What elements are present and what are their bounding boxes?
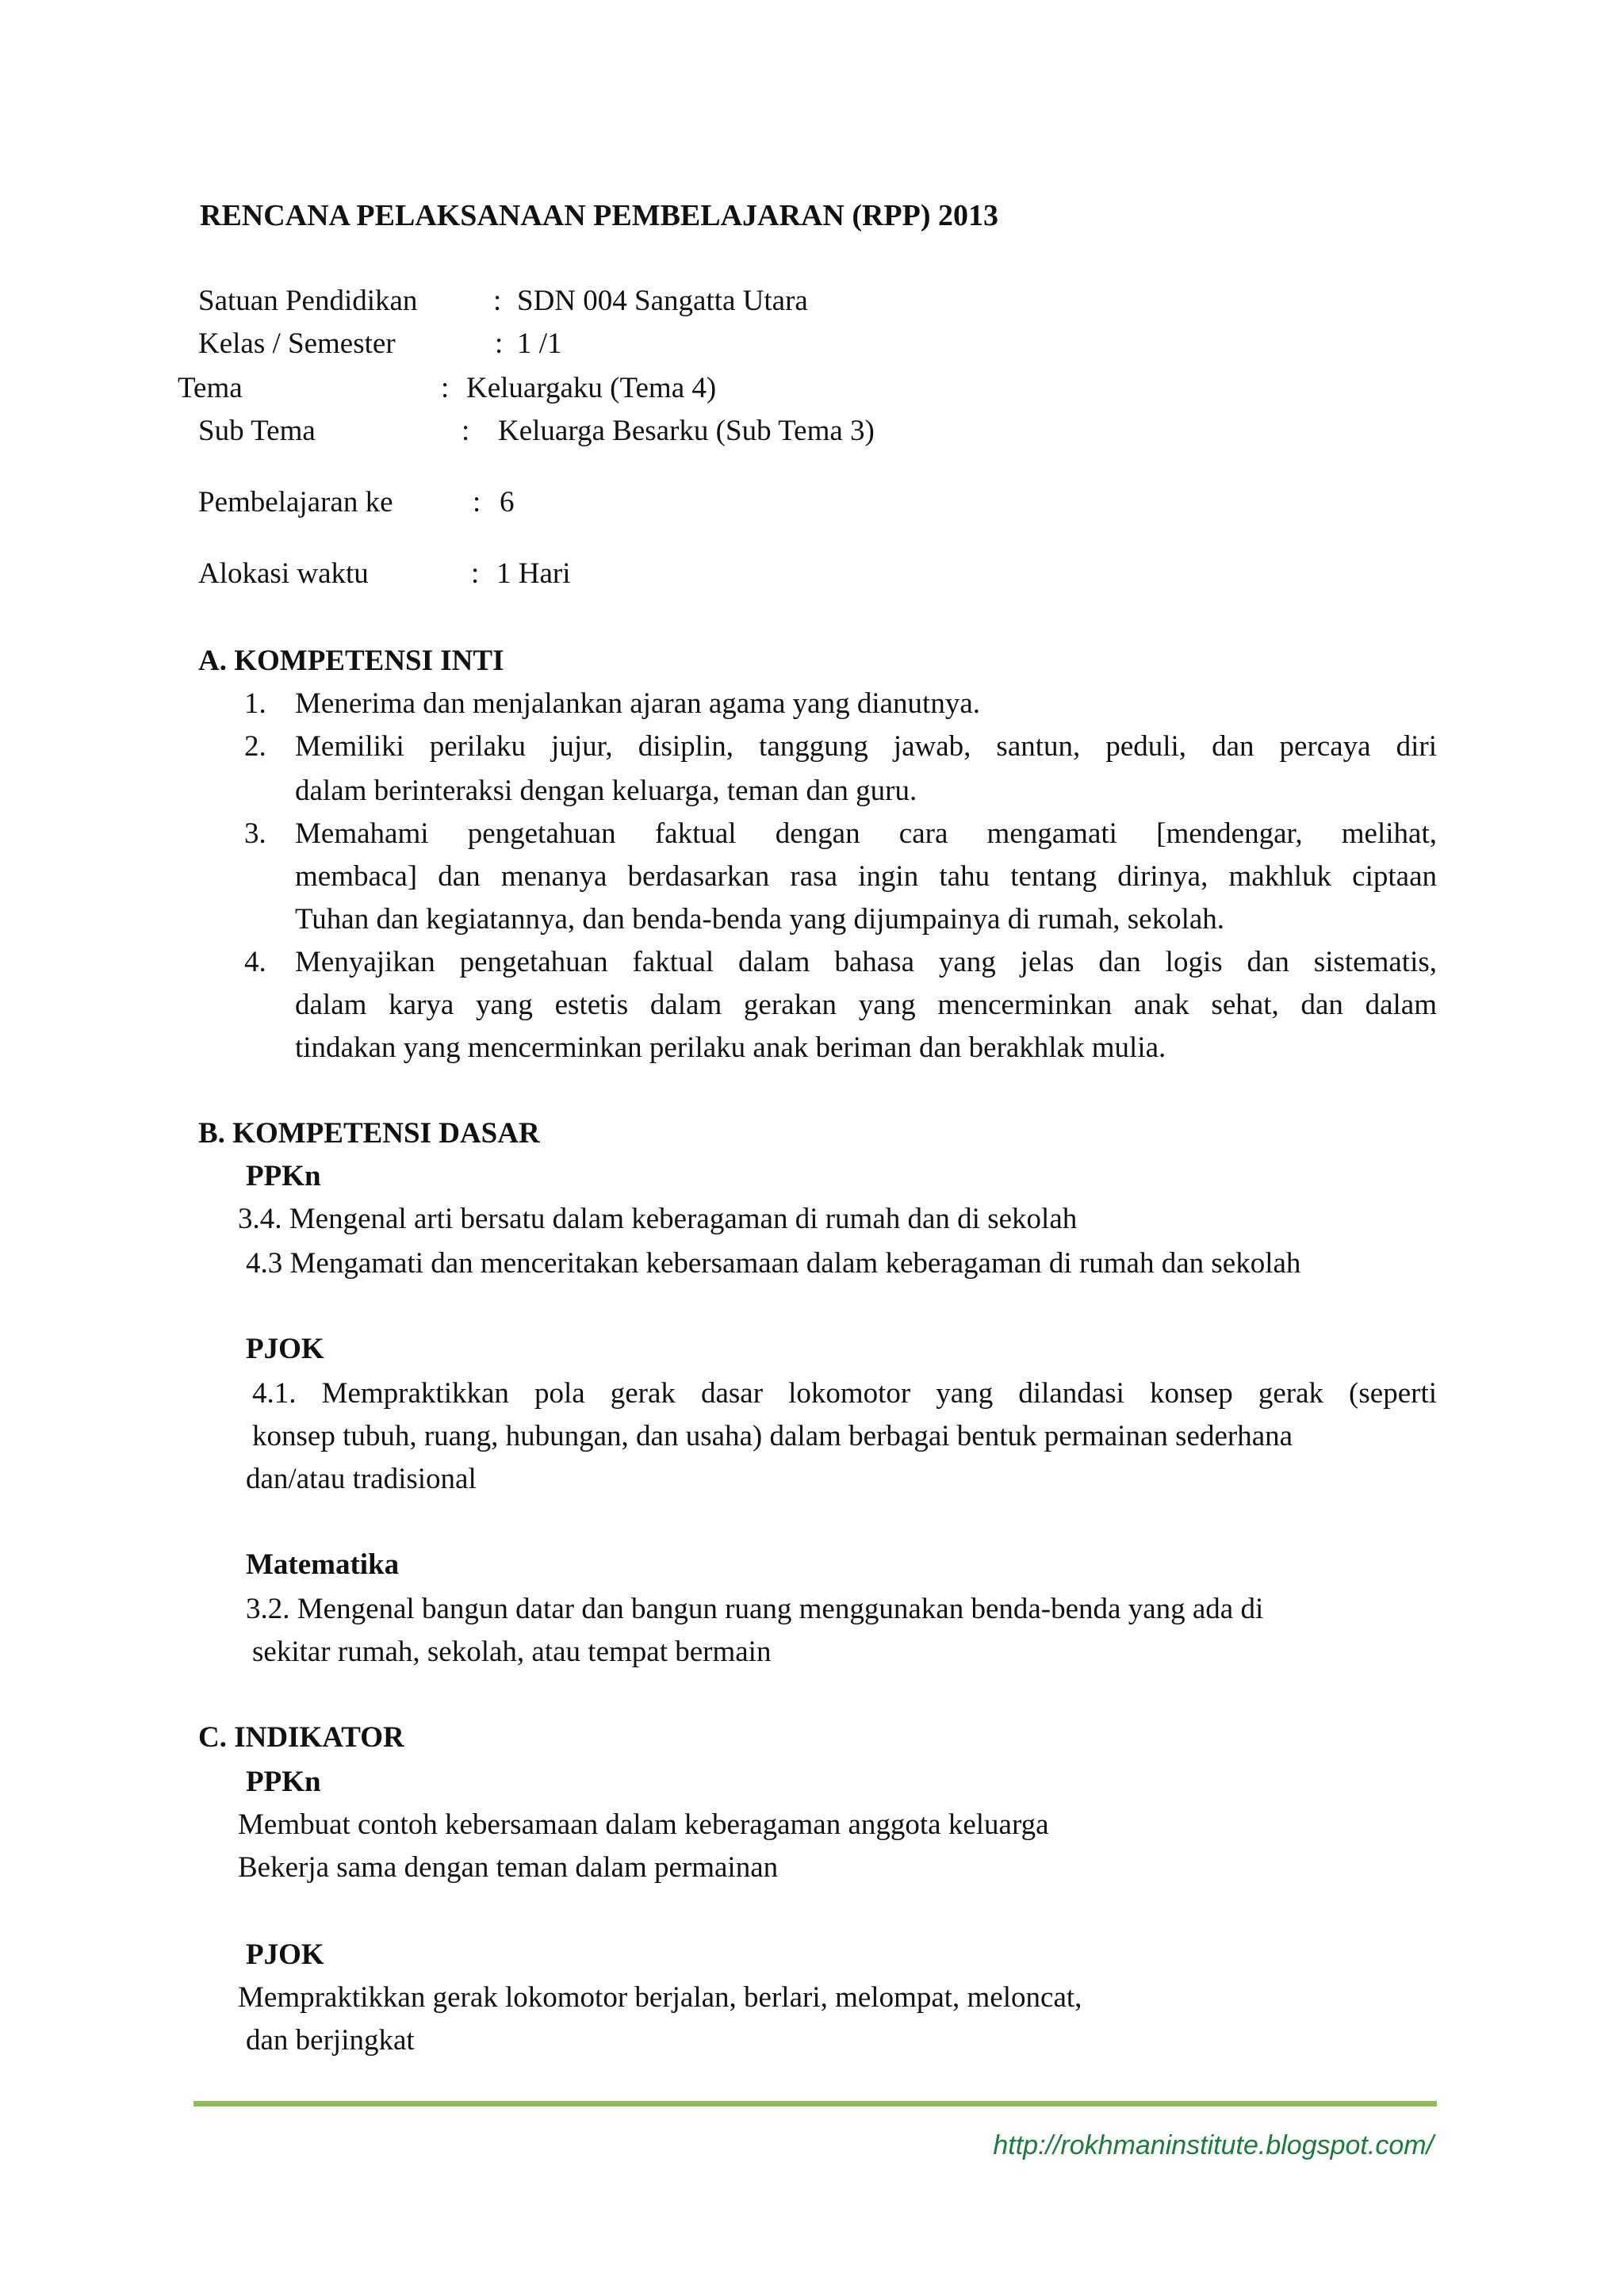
- list-item-line: dalam karya yang estetis dalam gerakan yang mencerminkan anak sehat, dan dalam: [295, 989, 1437, 1021]
- subject-title-ppkn: PPKn: [246, 1766, 321, 1798]
- identity-label: Kelas / Semester: [198, 327, 396, 360]
- kd-line: konsep tubuh, ruang, hubungan, dan usaha) dalam berbagai bentuk permainan sederhana: [252, 1420, 1293, 1452]
- identity-sep: :: [473, 486, 481, 519]
- identity-sep: :: [493, 285, 502, 317]
- identity-sep: :: [441, 372, 450, 404]
- identity-sep: :: [462, 415, 470, 447]
- list-item-line: Menerima dan menjalankan ajaran agama yang dianutnya.: [295, 687, 980, 720]
- subject-title-pjok: PJOK: [246, 1333, 324, 1365]
- list-item-line: tindakan yang mencerminkan perilaku anak beriman dan berakhlak mulia.: [295, 1031, 1166, 1064]
- identity-value: 1 /1: [517, 327, 562, 360]
- identity-value: SDN 004 Sangatta Utara: [517, 285, 808, 317]
- subject-title-pjok: PJOK: [246, 1938, 324, 1971]
- kd-line: sekitar rumah, sekolah, atau tempat bermain: [252, 1636, 772, 1668]
- identity-label: Alokasi waktu: [198, 557, 369, 590]
- identity-value: 1 Hari: [496, 557, 571, 590]
- kd-line: 4.3 Mengamati dan menceritakan kebersamaan dalam keberagaman di rumah dan sekolah: [246, 1247, 1301, 1280]
- subject-title-ppkn: PPKn: [246, 1160, 321, 1192]
- list-item-line: Memiliki perilaku jujur, disiplin, tanggung jawab, santun, peduli, dan percaya diri: [295, 730, 1437, 763]
- list-item-line: Tuhan dan kegiatannya, dan benda-benda yang dijumpainya di rumah, sekolah.: [295, 903, 1225, 936]
- kd-line: 3.4. Mengenal arti bersatu dalam keberagaman di rumah dan di sekolah: [238, 1203, 1078, 1235]
- footer-divider: [193, 2101, 1437, 2107]
- identity-label: Satuan Pendidikan: [198, 285, 418, 317]
- list-item-line: membaca] dan menanya berdasarkan rasa ingin tahu tentang dirinya, makhluk ciptaan: [295, 860, 1437, 893]
- indicator-line: Bekerja sama dengan teman dalam permainan: [238, 1851, 779, 1884]
- indicator-line: Mempraktikkan gerak lokomotor berjalan, berlari, melompat, meloncat,: [238, 1981, 1082, 2014]
- indicator-line: Membuat contoh kebersamaan dalam keberagaman anggota keluarga: [238, 1808, 1049, 1841]
- list-number: 4.: [244, 946, 266, 978]
- identity-label: Tema: [178, 372, 243, 404]
- identity-value: Keluargaku (Tema 4): [466, 372, 717, 404]
- list-item-line: Memahami pengetahuan faktual dengan cara mengamati [mendengar, melihat,: [295, 817, 1437, 850]
- document-title: RENCANA PELAKSANAAN PEMBELAJARAN (RPP) 2013: [200, 199, 998, 232]
- identity-value: Keluarga Besarku (Sub Tema 3): [498, 415, 875, 447]
- kd-line: 4.1. Mempraktikkan pola gerak dasar lokomotor yang dilandasi konsep gerak (seperti: [252, 1377, 1437, 1410]
- identity-label: Pembelajaran ke: [198, 486, 393, 519]
- list-number: 3.: [244, 817, 266, 850]
- section-heading-indikator: C. INDIKATOR: [198, 1721, 404, 1754]
- identity-label: Sub Tema: [198, 415, 316, 447]
- identity-sep: :: [471, 557, 480, 590]
- list-number: 1.: [244, 687, 266, 720]
- identity-value: 6: [500, 486, 515, 519]
- kd-line: 3.2. Mengenal bangun datar dan bangun ruang menggunakan benda-benda yang ada di: [246, 1593, 1264, 1625]
- footer-url-link[interactable]: http://rokhmaninstitute.blogspot.com/: [993, 2130, 1434, 2160]
- section-heading-kompetensi-inti: A. KOMPETENSI INTI: [198, 645, 504, 677]
- indicator-line: dan berjingkat: [246, 2024, 415, 2057]
- kd-line: dan/atau tradisional: [246, 1463, 477, 1495]
- section-heading-kompetensi-dasar: B. KOMPETENSI DASAR: [198, 1117, 540, 1150]
- list-item-line: Menyajikan pengetahuan faktual dalam bahasa yang jelas dan logis dan sistematis,: [295, 946, 1437, 978]
- list-number: 2.: [244, 730, 266, 763]
- identity-sep: :: [495, 327, 504, 360]
- list-item-line: dalam berinteraksi dengan keluarga, teman dan guru.: [295, 775, 917, 807]
- subject-title-matematika: Matematika: [246, 1548, 400, 1581]
